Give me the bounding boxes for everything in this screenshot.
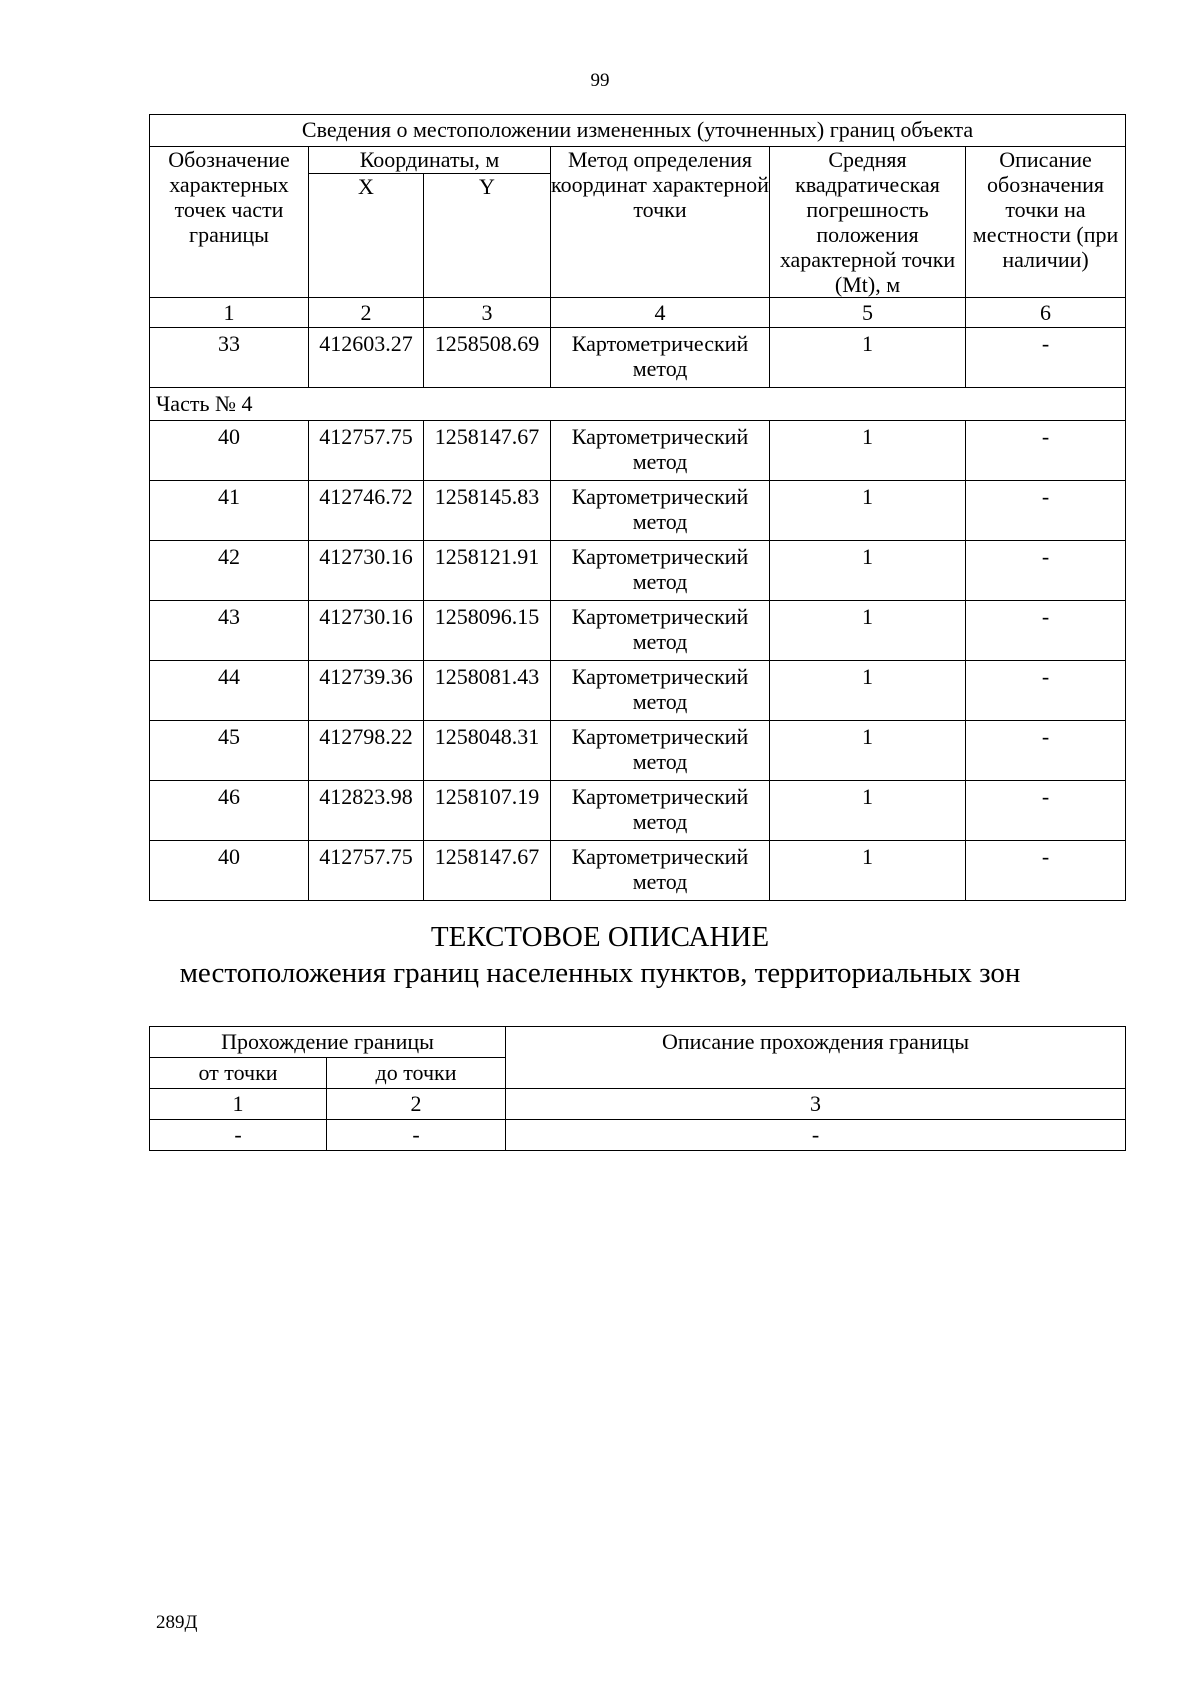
error-cell: 1 <box>770 481 966 541</box>
y-coordinate-cell: 1258081.43 <box>424 661 551 721</box>
header-method: Метод определения координат характерной точки <box>551 147 770 298</box>
y-coordinate-cell: 1258048.31 <box>424 721 551 781</box>
description-cell: - <box>966 661 1126 721</box>
table-row <box>150 841 1126 901</box>
header-to-point: до точки <box>327 1058 506 1089</box>
description-cell: - <box>966 781 1126 841</box>
point-cell: 40 <box>150 421 309 481</box>
column-number: 3 <box>506 1089 1126 1120</box>
header-from-point: от точки <box>150 1058 327 1089</box>
method-cell: Картометрический метод <box>551 481 770 541</box>
table-cell: - <box>150 1120 327 1151</box>
description-cell: - <box>966 721 1126 781</box>
table-row <box>150 541 1126 601</box>
description-cell: - <box>966 601 1126 661</box>
page-number: 99 <box>590 70 610 91</box>
error-cell: 1 <box>770 841 966 901</box>
method-cell: Картометрический метод <box>551 721 770 781</box>
error-cell: 1 <box>770 661 966 721</box>
method-cell: Картометрический метод <box>551 661 770 721</box>
header-x: X <box>309 174 424 298</box>
section-title: ТЕКСТОВОЕ ОПИСАНИЕ <box>430 921 770 953</box>
error-cell: 1 <box>770 601 966 661</box>
table-row <box>150 721 1126 781</box>
point-cell: 33 <box>150 328 309 388</box>
point-cell: 46 <box>150 781 309 841</box>
table-row <box>150 481 1126 541</box>
y-coordinate-cell: 1258508.69 <box>424 328 551 388</box>
method-cell: Картометрический метод <box>551 421 770 481</box>
table-row <box>150 661 1126 721</box>
table-row <box>150 601 1126 661</box>
description-cell: - <box>966 841 1126 901</box>
x-coordinate-cell: 412757.75 <box>309 421 424 481</box>
column-number: 5 <box>770 298 966 328</box>
table-caption: Сведения о местоположении измененных (уточненных) границ объекта <box>150 115 1126 147</box>
y-coordinate-cell: 1258107.19 <box>424 781 551 841</box>
error-cell: 1 <box>770 721 966 781</box>
point-cell: 41 <box>150 481 309 541</box>
y-coordinate-cell: 1258121.91 <box>424 541 551 601</box>
header-passage-description: Описание прохождения границы <box>506 1027 1126 1089</box>
y-coordinate-cell: 1258147.67 <box>424 421 551 481</box>
x-coordinate-cell: 412798.22 <box>309 721 424 781</box>
method-cell: Картометрический метод <box>551 328 770 388</box>
column-number: 1 <box>150 298 309 328</box>
x-coordinate-cell: 412746.72 <box>309 481 424 541</box>
error-cell: 1 <box>770 781 966 841</box>
point-cell: 44 <box>150 661 309 721</box>
column-numbers-row <box>150 298 1126 328</box>
column-number: 4 <box>551 298 770 328</box>
error-cell: 1 <box>770 328 966 388</box>
method-cell: Картометрический метод <box>551 781 770 841</box>
x-coordinate-cell: 412757.75 <box>309 841 424 901</box>
x-coordinate-cell: 412739.36 <box>309 661 424 721</box>
description-cell: - <box>966 481 1126 541</box>
section-subtitle: местоположения границ населенных пунктов, территориальных зон <box>179 957 1021 989</box>
boundary-description-table <box>149 1026 1126 1151</box>
method-cell: Картометрический метод <box>551 841 770 901</box>
method-cell: Картометрический метод <box>551 541 770 601</box>
header-passage: Прохождение границы <box>150 1027 506 1058</box>
error-cell: 1 <box>770 421 966 481</box>
header-coordinates: Координаты, м <box>309 147 551 174</box>
table-row <box>150 781 1126 841</box>
error-cell: 1 <box>770 541 966 601</box>
y-coordinate-cell: 1258096.15 <box>424 601 551 661</box>
description-cell: - <box>966 541 1126 601</box>
header-y: Y <box>424 174 551 298</box>
point-cell: 42 <box>150 541 309 601</box>
description-cell: - <box>966 328 1126 388</box>
table-row <box>150 1120 1126 1151</box>
point-cell: 43 <box>150 601 309 661</box>
column-number: 3 <box>424 298 551 328</box>
column-number: 6 <box>966 298 1126 328</box>
x-coordinate-cell: 412603.27 <box>309 328 424 388</box>
point-cell: 40 <box>150 841 309 901</box>
header-error: Средняя квадратическая погрешность положения характерной точки (Mt), м <box>770 147 966 298</box>
table-row <box>150 328 1126 388</box>
x-coordinate-cell: 412730.16 <box>309 601 424 661</box>
footer-code: 289Д <box>156 1612 198 1633</box>
method-cell: Картометрический метод <box>551 601 770 661</box>
column-number: 1 <box>150 1089 327 1120</box>
y-coordinate-cell: 1258145.83 <box>424 481 551 541</box>
x-coordinate-cell: 412730.16 <box>309 541 424 601</box>
header-description: Описание обозначения точки на местности (при наличии) <box>966 147 1126 298</box>
y-coordinate-cell: 1258147.67 <box>424 841 551 901</box>
column-number: 2 <box>309 298 424 328</box>
point-cell: 45 <box>150 721 309 781</box>
description-cell: - <box>966 421 1126 481</box>
x-coordinate-cell: 412823.98 <box>309 781 424 841</box>
coordinates-table <box>149 114 1126 901</box>
part-label: Часть № 4 <box>150 388 1126 421</box>
column-numbers-row <box>150 1089 1126 1120</box>
column-number: 2 <box>327 1089 506 1120</box>
table-row <box>150 421 1126 481</box>
header-designation: Обозначение характерных точек части границы <box>150 147 309 298</box>
part-label-row <box>150 388 1126 421</box>
table-cell: - <box>327 1120 506 1151</box>
table-cell: - <box>506 1120 1126 1151</box>
